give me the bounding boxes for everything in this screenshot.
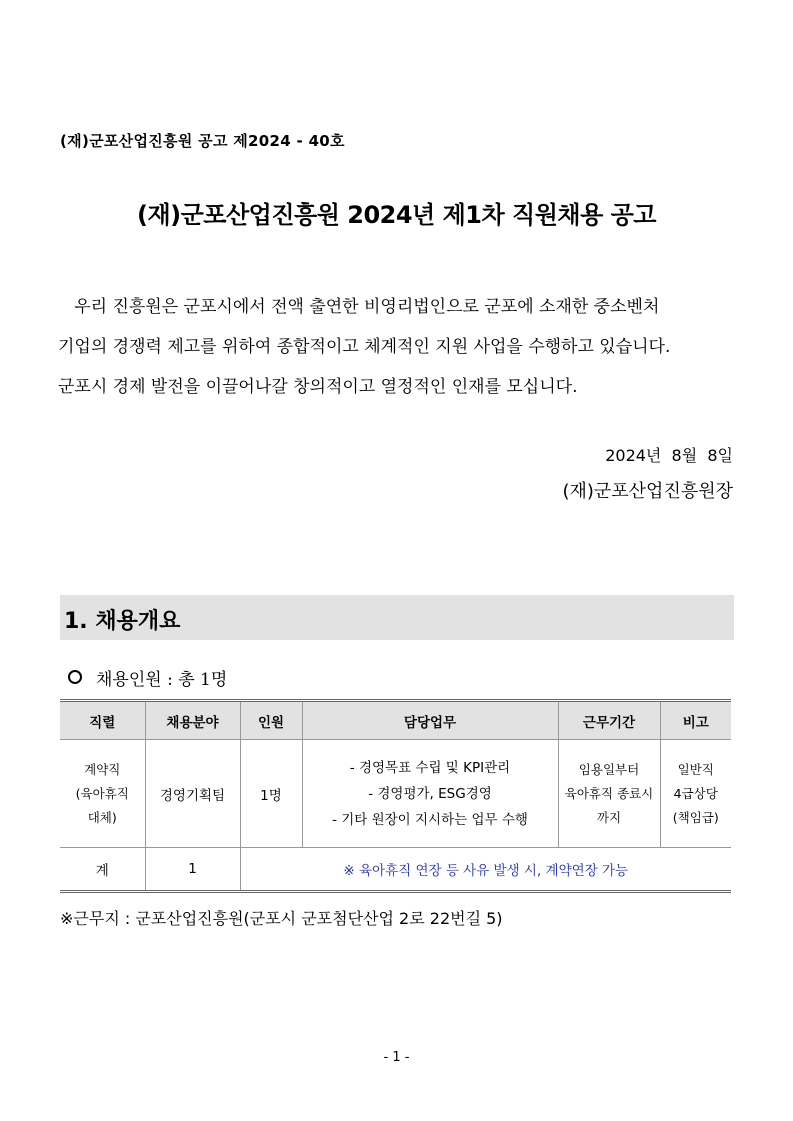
table-header: 채용분야 (145, 701, 240, 740)
period-cell (558, 740, 660, 848)
table-total-row (60, 848, 731, 892)
notice-date: 2024년 8월 8일 (605, 446, 733, 465)
cell-line: 4급상당 (673, 785, 718, 801)
table-header: 인원 (240, 701, 302, 740)
recruit-count-text: 채용인원 : 총 1명 (96, 670, 228, 690)
duty-line: - 경영평가, ESG경영 (368, 785, 492, 802)
cell-line: 계약직 (84, 761, 121, 777)
notice-number: (재)군포산업진흥원 공고 제2024 - 40호 (60, 132, 345, 150)
circle-bullet-icon (68, 670, 82, 684)
table-header: 근무기간 (558, 701, 660, 740)
count-cell: 1명 (240, 740, 302, 848)
series-cell (60, 740, 145, 848)
cell-line: 임용일부터 (578, 761, 640, 777)
intro-paragraph (58, 287, 738, 407)
table-header: 담당업무 (302, 701, 558, 740)
table-header: 직렬 (60, 701, 145, 740)
duty-line: - 기타 원장이 지시하는 업무 수행 (332, 811, 528, 828)
cell-line: 대체) (87, 809, 117, 825)
section-title: 1. 채용개요 (64, 609, 181, 634)
intro-line: 기업의 경쟁력 제고를 위하여 종합적이고 체계적인 지원 사업을 수행하고 있습니다. (58, 337, 671, 357)
total-count-cell: 1 (145, 848, 240, 892)
cell-line: 일반직 (677, 761, 714, 777)
total-label-cell: 계 (60, 848, 145, 892)
contract-extension-note: ※ 육아휴직 연장 등 사유 발생 시, 계약연장 가능 (240, 848, 731, 892)
table-row (60, 740, 731, 848)
page-title: (재)군포산업진흥원 2024년 제1차 직원채용 공고 (137, 201, 656, 229)
cell-line: 육아휴직 종료시 (564, 785, 654, 801)
remarks-cell (660, 740, 731, 848)
cell-line: (육아휴직 (75, 785, 129, 801)
workplace-note: ※근무지 : 군포산업진흥원(군포시 군포첨단산업 2로 22번길 5) (60, 909, 503, 928)
duties-cell (302, 740, 558, 848)
page-number: - 1 - (383, 1050, 410, 1065)
duty-line: - 경영목표 수립 및 KPI관리 (349, 759, 511, 776)
issuer: (재)군포산업진흥원장 (562, 481, 733, 502)
recruitment-table (60, 699, 731, 893)
intro-line: 우리 진흥원은 군포시에서 전액 출연한 비영리법인으로 군포에 소재한 중소벤처 (74, 297, 660, 317)
field-cell: 경영기획팀 (145, 740, 240, 848)
table-header-row (60, 701, 731, 740)
recruit-count (68, 665, 227, 690)
table-header: 비고 (660, 701, 731, 740)
cell-line: (책임급) (672, 809, 719, 825)
intro-line: 군포시 경제 발전을 이끌어나갈 창의적이고 열정적인 인재를 모십니다. (58, 377, 578, 397)
cell-line: 까지 (596, 809, 622, 825)
